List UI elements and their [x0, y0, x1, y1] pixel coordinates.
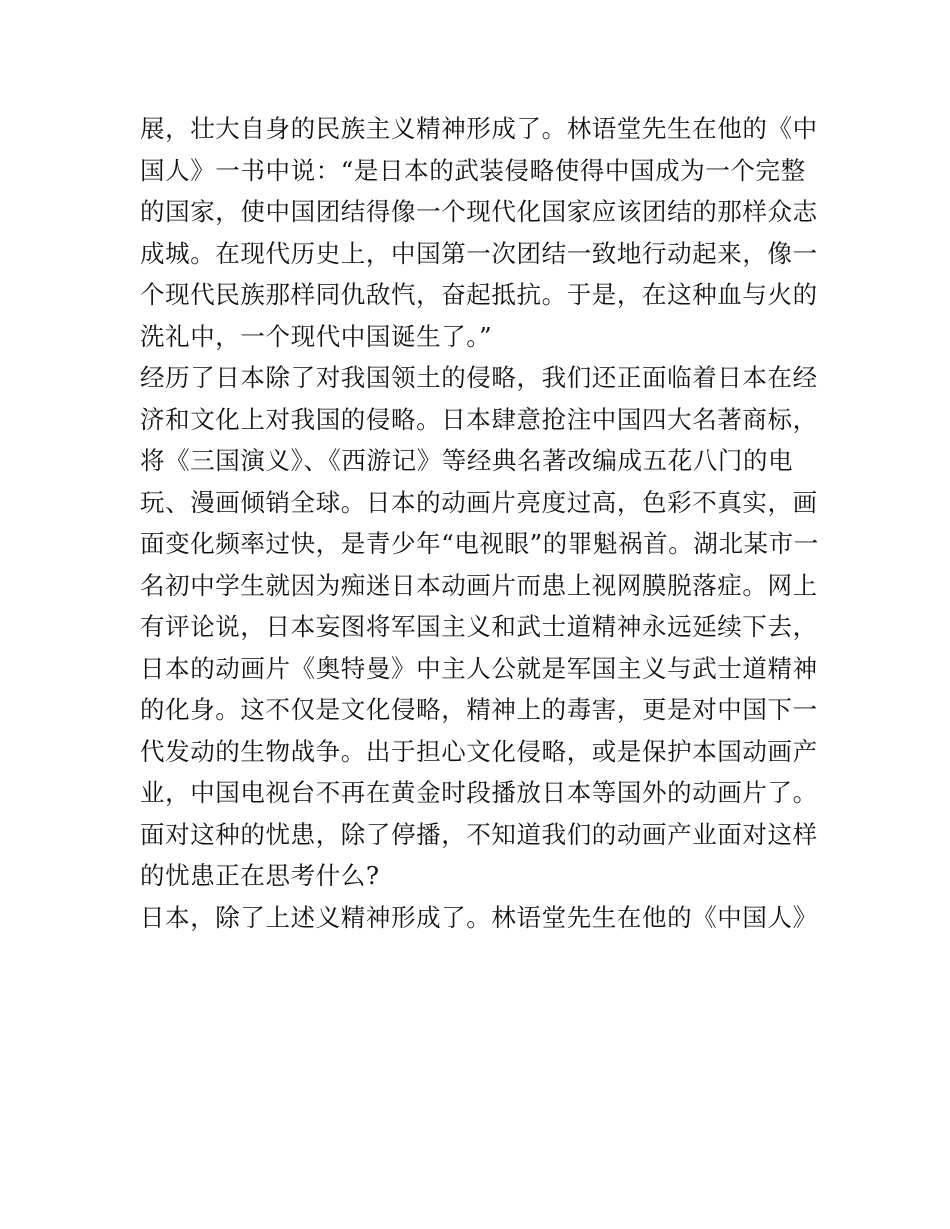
text-line: 国人》一书中说：“是日本的武装侵略使得中国成为一个完整 [140, 155, 806, 185]
text-line: 玩、漫画倾销全球。日本的动画片亮度过高，色彩不真实，画 [140, 487, 818, 517]
text-line: 日本的动画片《奥特曼》中主人公就是军国主义与武士道精神 [140, 653, 818, 683]
text-line: 面变化频率过快，是青少年“电视眼”的罪魁祸首。湖北某市一 [140, 529, 819, 558]
text-line: 有评论说，日本妄图将军国主义和武士道精神永远延续下去， [140, 612, 818, 641]
text-line: 业，中国电视台不再在黄金时段播放日本等国外的动画片了。 [140, 778, 818, 807]
text-line: 经历了日本除了对我国领土的侵略，我们还正面临着日本在经 [140, 363, 818, 392]
text-line: 个现代民族那样同仇敌忾，奋起抵抗。于是，在这种血与火的 [140, 280, 818, 309]
text-line: 的化身。这不仅是文化侵略，精神上的毒害，更是对中国下一 [140, 695, 818, 724]
text-line: 代发动的生物战争。出于担心文化侵略，或是保护本国动画产 [140, 736, 818, 766]
body-text [140, 108, 830, 938]
text-line: 成城。在现代历史上，中国第一次团结一致地行动起来，像一 [140, 238, 818, 268]
paragraph-2 [140, 357, 830, 897]
text-line: 的国家，使中国团结得像一个现代化国家应该团结的那样众志 [140, 197, 818, 226]
text-line: 展，壮大自身的民族主义精神形成了。林语堂先生在他的《中 [140, 114, 818, 143]
text-line: 洗礼中，一个现代中国诞生了。” [140, 321, 493, 351]
text-line: 日本，除了上述义精神形成了。林语堂先生在他的《中国人》 [140, 902, 818, 932]
text-line: 将《三国演义》、《西游记》等经典名著改编成五花八门的电 [140, 446, 794, 475]
paragraph-1 [140, 108, 830, 357]
text-line: 面对这种的忧患，除了停播，不知道我们的动画产业面对这样 [140, 819, 818, 849]
text-line: 的忧患正在思考什么? [140, 861, 380, 890]
text-line: 名初中学生就因为痴迷日本动画片而患上视网膜脱落症。网上 [140, 570, 818, 600]
paragraph-3 [140, 897, 830, 939]
text-line: 济和文化上对我国的侵略。日本肆意抢注中国四大名著商标， [140, 404, 818, 434]
